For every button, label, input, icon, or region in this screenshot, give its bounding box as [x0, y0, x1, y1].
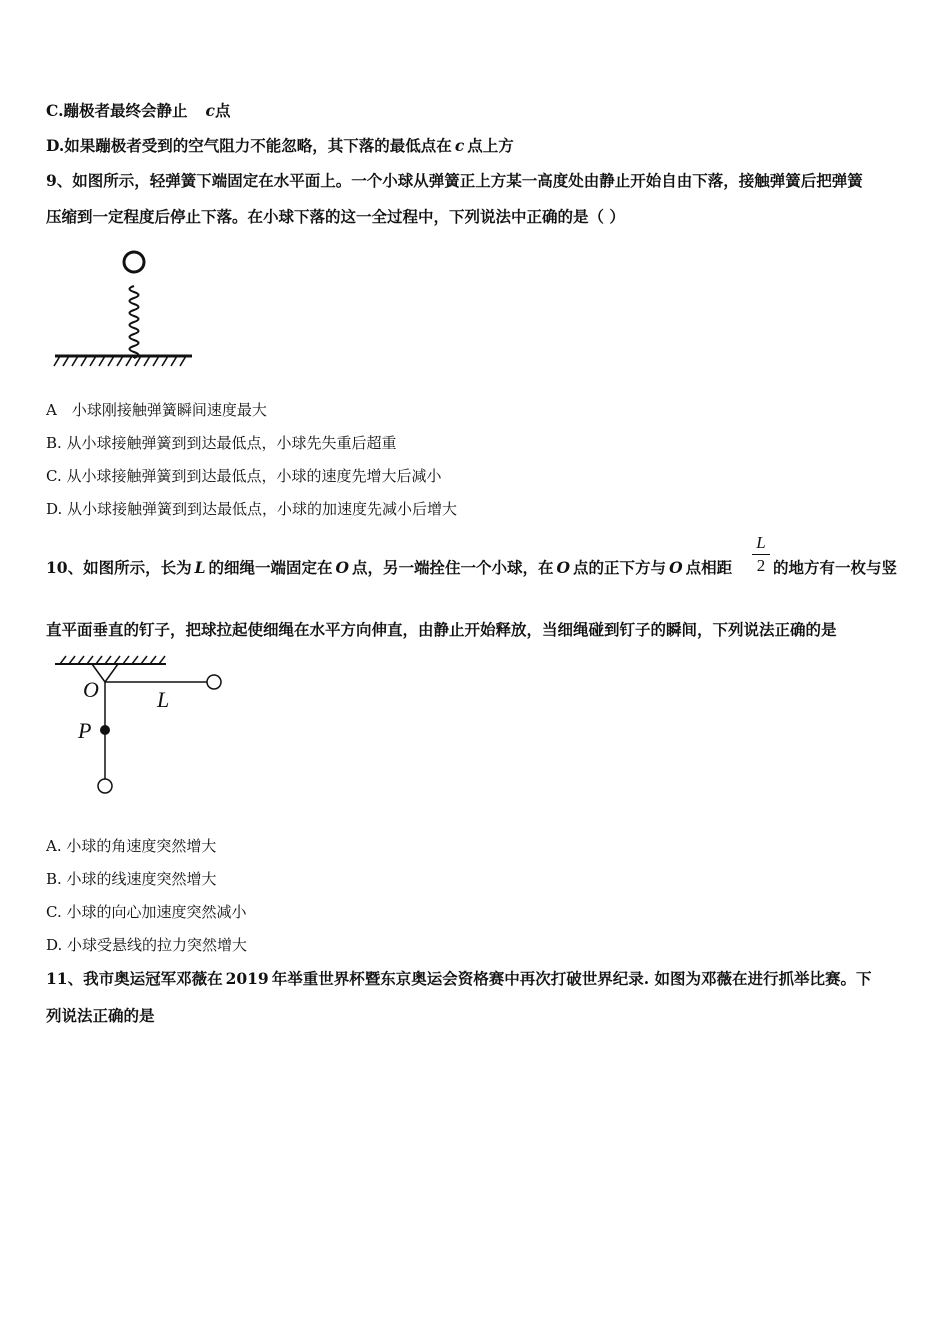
q8-option-d-suffix: 点上方 — [467, 136, 514, 155]
spring-coil — [130, 286, 139, 358]
q10-fraction-numerator: L — [756, 533, 766, 552]
q8-option-d-var: c — [454, 136, 465, 155]
q9-option-d: D. 从小球接触弹簧到到达最低点，小球的加速度先减小后增大 — [46, 500, 458, 518]
right-ball-shape — [207, 675, 221, 689]
q9-option-b: B. 从小球接触弹簧到到达最低点，小球先失重后超重 — [46, 434, 397, 452]
q10-stem-d: 点的正下方与 — [573, 558, 667, 577]
q10-var-o3: O — [669, 558, 683, 577]
q10-option-c: C. 小球的向心加速度突然减小 — [46, 903, 247, 921]
q10-pendulum-figure — [50, 652, 240, 802]
q10-var-l: L — [194, 558, 206, 577]
q9-stem-line2: 压缩到一定程度后停止下落。在小球下落的这一全过程中，下列说法中正确的是（ ） — [46, 207, 625, 226]
q10-stem-a: 10、如图所示，长为 — [46, 558, 192, 577]
q8-option-c — [46, 101, 230, 121]
q10-stem-line2: 直平面垂直的钉子，把球拉起使细绳在水平方向伸直，由静止开始释放，当细绳碰到钉子的瞬间，下列说法正确的是 — [46, 620, 837, 639]
q10-stem-e: 点相距 — [685, 558, 733, 577]
q11-stem-line2: 列说法正确的是 — [46, 1006, 155, 1025]
q11-year: 2019 — [225, 969, 269, 988]
q8-option-c-suffix: 点 — [214, 101, 231, 120]
q10-option-a: A. 小球的角速度突然增大 — [46, 837, 217, 855]
q8-option-c-prefix: C. — [46, 101, 64, 120]
q10-option-d: D. 小球受悬线的拉力突然增大 — [46, 936, 248, 954]
q10-stem-b: 的细绳一端固定在 — [208, 558, 333, 577]
q11-stem-line1 — [46, 969, 872, 989]
label-p: P — [78, 718, 92, 743]
ceiling-hatching — [60, 656, 165, 664]
q10-var-o2: O — [556, 558, 571, 577]
q10-fraction-bar — [752, 554, 770, 555]
q10-var-o1: O — [335, 558, 350, 577]
q9-option-c: C. 从小球接触弹簧到到达最低点，小球的速度先增大后减小 — [46, 467, 442, 485]
bottom-ball-shape — [98, 779, 112, 793]
q11-stem-b: 年举重世界杯暨东京奥运会资格赛中再次打破世界纪录. 如图为邓薇在进行抓举比赛。下 — [271, 969, 872, 988]
q10-option-b: B. 小球的线速度突然增大 — [46, 870, 217, 888]
q8-option-d-text: 如果蹦极者受到的空气阻力不能忽略，其下落的最低点在 — [64, 136, 452, 155]
label-o: O — [83, 677, 99, 702]
q8-option-c-var: c — [205, 101, 215, 120]
q11-stem-a: 11、我市奥运冠军邓薇在 — [46, 969, 223, 988]
q8-option-c-text: 蹦极者最终会静止 — [63, 101, 188, 120]
q10-fraction — [752, 533, 770, 576]
q10-stem-f: 的地方有一枚与竖 — [773, 558, 898, 577]
q8-option-d — [46, 136, 514, 156]
q8-option-d-prefix: D. — [46, 136, 65, 155]
nail-p-dot — [100, 725, 110, 735]
q9-spring-figure — [50, 246, 200, 374]
q10-fraction-denominator: 2 — [756, 556, 766, 575]
support-right — [105, 664, 118, 682]
q9-stem-line1: 9、如图所示，轻弹簧下端固定在水平面上。一个小球从弹簧正上方某一高度处由静止开始自由下落，接触弹簧后把弹簧 — [46, 171, 863, 190]
q10-stem-c: 点，另一端拴住一个小球，在 — [352, 558, 554, 577]
ball-shape — [124, 252, 144, 272]
q10-stem-line1 — [46, 558, 732, 578]
label-l: L — [157, 687, 170, 712]
q9-option-a: A 小球刚接触弹簧瞬间速度最大 — [46, 401, 267, 419]
